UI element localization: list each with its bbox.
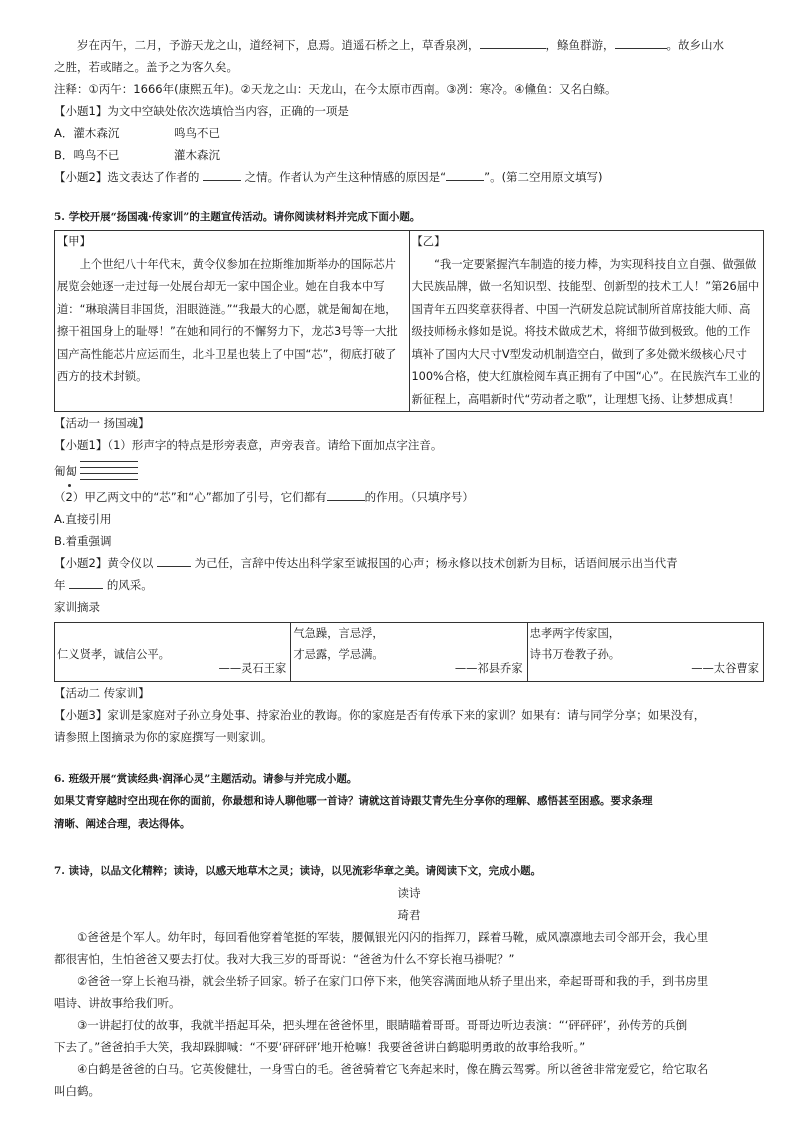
question-text: 请参照上图摘录为你的家庭撰写一则家训。 [54,730,273,744]
mottos-title: 家训摘录 [54,600,100,614]
option-a[interactable]: A.直接引用 [54,512,112,526]
motto-cell: 仁义贤孝，诚信公平。 ——灵石王家 [55,623,291,682]
question-text: 【小题2】选文表达了作者的 之情。作者认为产生这种情感的原因是“ ”。(第二空用原文填写) [54,166,764,188]
passage-notes: 注释：①丙午：1666年(康熙五年)。②天龙之山：天龙山，在今太原市西南。③冽：寒冷。④儵鱼：又名白鲦。 [54,82,617,96]
answer-blank[interactable] [480,34,546,49]
passage-line: 岁在丙午，二月，予游天龙之山，道经祠下，息焉。逍遥石桥之上，草香泉冽， ，鲦鱼群游， 。故乡山水 [54,34,764,56]
question-text: 【小题2】黄令仪以 为己任，言辞中传达出科学家至诚报国的心声；杨永修以技术创新为目标，话语间展示出当代青 [54,552,764,574]
answer-blank[interactable] [615,34,667,49]
question-body: 清晰、阐述合理，表达得体。 [54,818,191,830]
answer-blank[interactable] [157,552,191,567]
paragraph: ③一讲起打仗的故事，我就半捂起耳朵，把头埋在爸爸怀里，眼睛瞄着哥哥。哥哥边听边表演：“‘砰砰砰’，孙传芳的兵倒 [77,1018,688,1032]
paragraph: ②爸爸一穿上长袍马褂，就会坐轿子回家。轿子在家门口停下来，他笑容满面地从轿子里出来，牵起哥哥和我的手，到书房里 [77,974,709,988]
motto-cell: 气急躁，言忌浮， 才忌露，学忌满。 ——祁县乔家 [291,623,527,682]
question-text: 【小题1】为文中空缺处依次选填恰当内容，正确的一项是 [54,104,349,118]
paragraph: 唱诗、讲故事给我们听。 [54,996,181,1010]
option-a[interactable]: A．灌木森沉 鸣鸟不已 [54,126,220,140]
answer-blank[interactable] [203,166,241,181]
option-b[interactable]: B.着重强调 [54,534,112,548]
paragraph: 都很害怕，生怕爸爸又要去打仗。我对大我三岁的哥哥说：“爸爸为什么不穿长袍马褂呢？” [54,952,515,966]
paragraph: ④白鹤是爸爸的白马。它英俊健壮，一身雪白的毛。爸爸骑着它飞奔起来时，像在腾云驾雾。所以爸爸非常宠爱它，给它取名 [77,1062,709,1076]
question-heading: 7. 读诗，以品文化精粹；读诗，以感天地草木之灵；读诗，以见流彩华章之美。请阅读下文，完成小题。 [54,865,542,877]
pinyin-item: 匍匐 [54,456,764,486]
question-text: （2）甲乙两文中的“芯”和“心”都加了引号，它们都有 的作用。（只填序号） [54,486,764,508]
question-text: 年 的风采。 [54,574,764,596]
question-body: 如果艾青穿越时空出现在你的面前，你最想和诗人聊他哪一首诗？请就这首诗跟艾青先生分享你的理解、感悟甚至困惑。要求条理 [54,795,653,807]
pinyin-lines[interactable] [80,456,138,480]
reading-material-table [54,230,764,412]
activity-heading: 【活动二 传家训】 [54,686,150,700]
question-heading: 5. 学校开展“扬国魂·传家训”的主题宣传活动。请你阅读材料并完成下面小题。 [54,211,421,223]
motto-cell: 忠孝两字传家国， 诗书万卷教子孙。 ——太谷曹家 [527,623,763,682]
answer-blank[interactable] [69,574,103,589]
question-text: 【小题1】（1）形声字的特点是形旁表意，声旁表音。请给下面加点字注音。 [54,438,443,452]
author-name: 琦君 [397,908,421,922]
answer-blank[interactable] [327,486,365,501]
activity-heading: 【活动一 扬国魂】 [54,416,150,430]
poem-title: 读诗 [397,886,421,900]
answer-blank[interactable] [446,166,484,181]
worksheet-page [54,34,764,1102]
option-b[interactable]: B．鸣鸟不已 灌木森沉 [54,148,220,162]
paragraph: 下去了。”爸爸拍手大笑，我却跺脚喊：“不要‘砰砰砰’地开枪嘛！我要爸爸讲白鹤聪明勇敢的故事给我听。” [54,1040,586,1054]
paragraph: ①爸爸是个军人。幼年时，每回看他穿着笔挺的军装，腰佩银光闪闪的指挥刀，踩着马靴，威风凛凛地去司令部开会，我心里 [77,930,709,944]
paragraph: 叫白鹤。 [54,1084,100,1098]
question-heading: 6. 班级开展“赏读经典·润泽心灵”主题活动。请参与并完成小题。 [54,773,358,785]
material-jia: 【甲】 上个世纪八十年代末，黄令仪参加在拉斯维加斯举办的国际芯片展览会她逐一走过每一处展台却无一家中国企业。她在自我本中写道：“琳琅满目非国货，泪眼涟涟。”“我最大的心愿，就是匍匐在地，擦干祖国身上的耻辱！”在她和同行的不懈努力下，龙芯3号等一大批国产高性能芯片应运而生，北斗卫星也装上了中国“芯”，彻底打破了西方的技术封锁。 [55,231,410,412]
emphasis-dot [68,484,71,487]
passage-line: 之胜，若或睹之。盖予之为客久矣。 [54,60,238,74]
family-mottos-table [54,622,764,682]
question-text: 【小题3】家训是家庭对子孙立身处事、持家治业的教诲。你的家庭是否有传承下来的家训？如果有：请与同学分享；如果没有， [54,708,706,722]
material-yi: 【乙】 “我一定要紧握汽车制造的接力棒，为实现科技自立自强、做强做大民族品牌，做一名知识型、技能型、创新型的技术工人！”第26届中国青年五四奖章获得者、中国一汽研发总院试制所首席技能大师、高级技师杨永修如是说。将技术做成艺术，将细节做到极致。他的工作填补了国内大尺寸V型发动机制造空白，做到了多处微米级核心尺寸100%合格，使大红旗检阅车真正拥有了中国“心”。在民族汽车工业的新征程上，高唱新时代“劳动者之歌”，让理想飞扬、让梦想成真！ [409,231,764,412]
